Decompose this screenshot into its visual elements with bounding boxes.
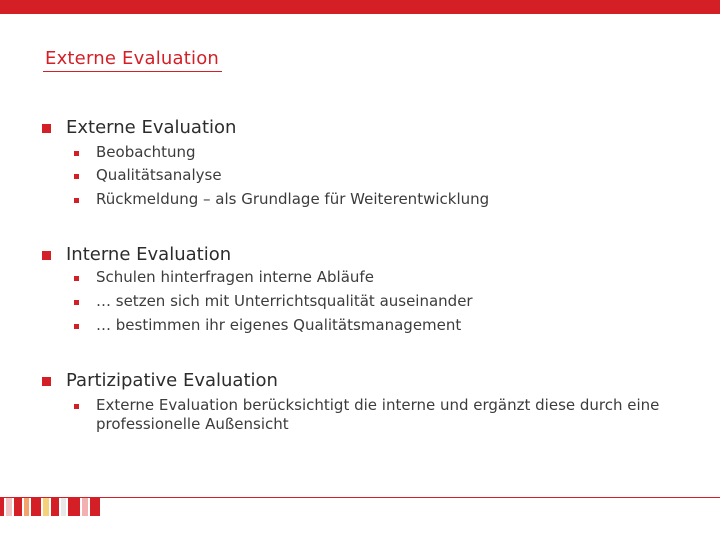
footer-stripe [14, 498, 22, 516]
square-bullet-icon [42, 124, 51, 133]
slide-title: Externe Evaluation [43, 48, 222, 72]
square-bullet-icon [42, 377, 51, 386]
small-square-bullet-icon [74, 276, 79, 281]
footer-stripe [43, 498, 49, 516]
footer-stripe [51, 498, 59, 516]
small-square-bullet-icon [74, 151, 79, 156]
section-heading-text: Externe Evaluation [66, 117, 237, 138]
footer-stripe [24, 498, 29, 516]
footer-stripe [61, 498, 66, 516]
section-heading-text: Interne Evaluation [66, 244, 232, 265]
footer-stripe [6, 498, 12, 516]
footer-stripe [31, 498, 41, 516]
footer-stripe [0, 498, 4, 516]
footer-color-stripes [0, 498, 124, 516]
small-square-bullet-icon [74, 198, 79, 203]
square-bullet-icon [42, 251, 51, 260]
small-square-bullet-icon [74, 324, 79, 329]
small-square-bullet-icon [74, 300, 79, 305]
list-item-text: Beobachtung [96, 143, 196, 161]
small-square-bullet-icon [74, 174, 79, 179]
footer-stripe [68, 498, 80, 516]
list-item-text: … setzen sich mit Unterrichtsqualität auseinander [96, 292, 473, 310]
section-heading-text: Partizipative Evaluation [66, 370, 278, 391]
list-item-text: Qualitätsanalyse [96, 166, 222, 184]
list-item-text: Schulen hinterfragen interne Abläufe [96, 268, 374, 286]
footer-stripe [82, 498, 88, 516]
footer-stripe [90, 498, 100, 516]
list-item-text: Externe Evaluation berücksichtigt die interne und ergänzt diese durch eine professionelle Außensicht [96, 396, 660, 433]
list-item-text: … bestimmen ihr eigenes Qualitätsmanagement [96, 316, 462, 334]
list-item-text: Rückmeldung – als Grundlage für Weiterentwicklung [96, 190, 490, 208]
small-square-bullet-icon [74, 404, 79, 409]
